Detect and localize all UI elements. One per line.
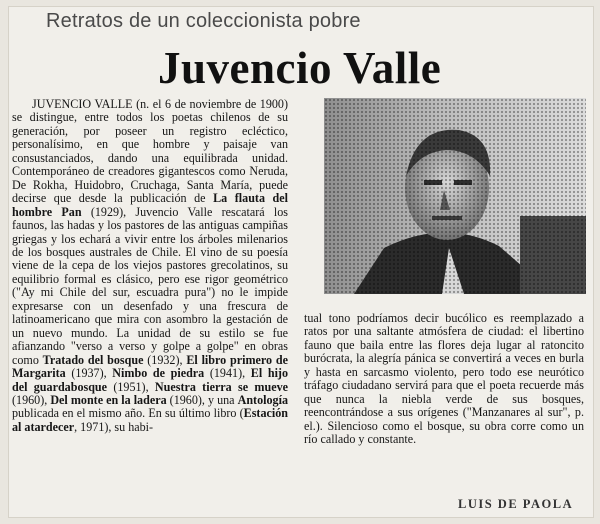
text-segment: (1937), bbox=[65, 366, 113, 381]
book-title: La flauta del hombre Pan bbox=[12, 191, 288, 219]
book-title: El hijo del guardabosque bbox=[12, 366, 288, 394]
text-segment: , 1971), su habi- bbox=[74, 419, 154, 434]
article-title: Juvencio Valle bbox=[158, 43, 442, 93]
book-title: El libro primero de Margarita bbox=[12, 352, 288, 381]
book-title: Tratado del bosque bbox=[42, 352, 144, 367]
text-segment: (1929), Juvencio Valle rescatará los faunos, las hadas y los pastores de las antiguas campiñas griegas y los echará a vivir entre los árboles milenarios de los bosques australes de Chile. El vino de su poesía viene de la cepa de los viejos pastores grecolatinos, su equilibrio formal es clásico, pero ese rigor geométrico ("Ay mi Chile del sur, escuadra pura") no le impide expresarse con un desenfado y una frescura de latinoamericano que mira con asombro la gestación de un nuevo mundo. La unidad de su estilo se fue afianzando "verso a verso y golpe a golpe" en obras como bbox=[12, 204, 288, 367]
author-byline: LUIS DE PAOLA bbox=[458, 497, 574, 511]
text-segment: publicada en el mismo año. En su último libro ( bbox=[12, 406, 244, 421]
book-title: Antología bbox=[237, 392, 288, 407]
newspaper-clipping bbox=[8, 6, 594, 518]
text-segment: (1941), bbox=[204, 366, 251, 381]
book-title: Estación al atardecer bbox=[12, 406, 288, 434]
book-title: Del monte en la ladera bbox=[50, 392, 167, 407]
article-body-column-2 bbox=[304, 312, 584, 492]
article-paragraph-1 bbox=[12, 98, 288, 434]
text-segment: (1960), bbox=[12, 392, 51, 407]
halftone-portrait-image bbox=[324, 98, 586, 294]
portrait-photo bbox=[324, 98, 586, 294]
text-segment: (1932), bbox=[143, 352, 187, 367]
text-segment: (1951), bbox=[107, 379, 155, 394]
book-title: Nimbo de piedra bbox=[112, 366, 205, 381]
article-body-column-1 bbox=[12, 98, 288, 516]
book-title: Nuestra tierra se mueve bbox=[154, 379, 288, 394]
article-paragraph-2: tual tono podríamos decir bucólico es reemplazado a ratos por una saltante atmósfera de ciudad: el libertino fauno que baila entre las flores deja lugar al ratoncito burócrata, la alegría pánica se convertirá a veces en burla y hasta en sarcasmo violento, pero todo ese neurótico tráfago ciudadano servirá para que el poeta recuerde más que nunca la niebla verde de sus bosques, reencontrándose a sus orígenes ("Manzanares al sur", p. el.). Silencioso como el bosque, su obra corre como un río callado y constante. bbox=[304, 312, 584, 447]
text-segment: (1960), y una bbox=[166, 392, 238, 407]
section-kicker: Retratos de un coleccionista pobre bbox=[46, 10, 361, 32]
text-segment: JUVENCIO VALLE (n. el 6 de noviembre de 1900) se distingue, entre todos los poetas chilenos de su generación, por poseer un registro ecléctico, personalísimo, en que hombre y paisaje van consustanciados, dando una equilibrada unidad. Contemporáneo de creadores gigantescos como Neruda, De Rokha, Huidobro, Cruchaga, Santa María, puede decirse que desde la publicación de bbox=[12, 98, 288, 206]
